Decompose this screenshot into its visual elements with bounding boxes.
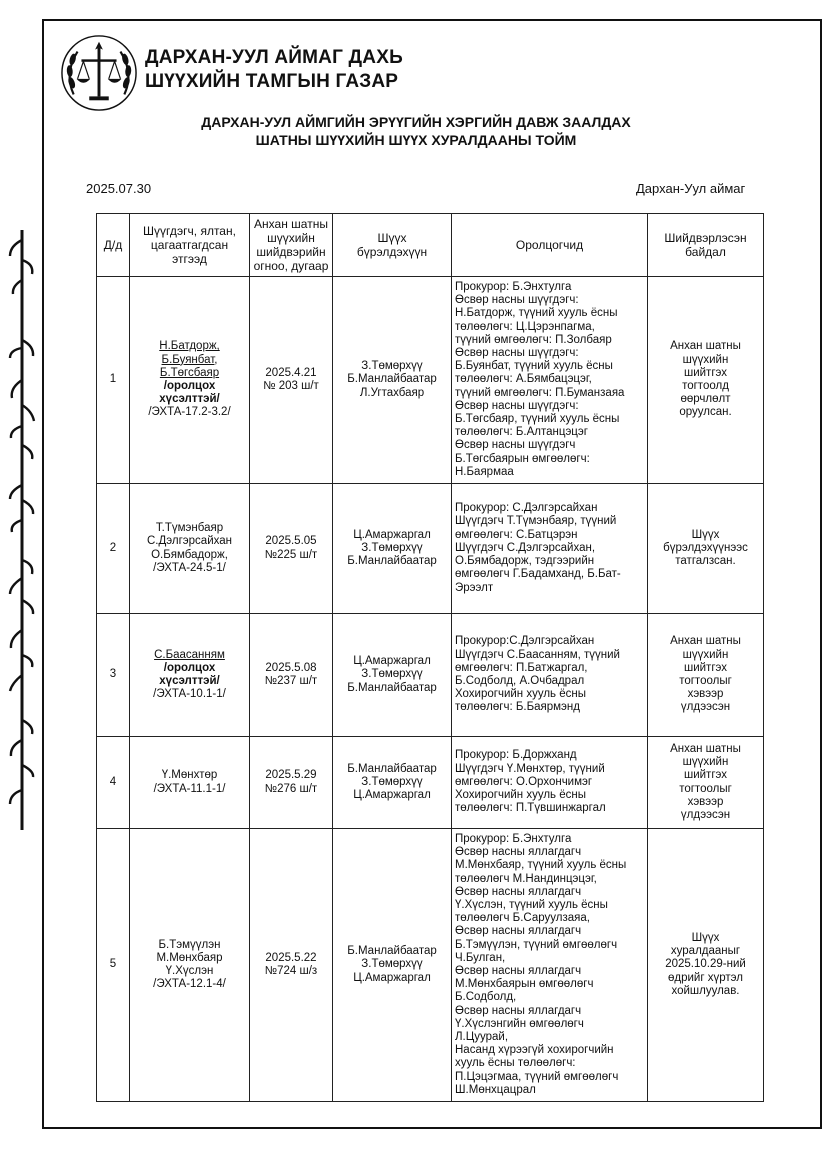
text-line: Өсвөр насны шүүгдэгч: — [455, 399, 579, 412]
panel-cell — [333, 277, 452, 484]
text-line: Өсвөр насны яллагдагч — [455, 1004, 582, 1017]
text-line: Б.Төгсбаярын өмгөөлөгч: — [455, 452, 590, 465]
text-line: 2025.10.29-ний — [665, 958, 746, 971]
text-line: Ү.Хүслэн, түүний хууль ёсны — [455, 898, 608, 911]
title-line-2: ШАТНЫ ШҮҮХИЙН ШҮҮХ ХУРАЛДААНЫ ТОЙМ — [255, 132, 577, 148]
text-line: Н.Батдорж, түүний хууль ёсны — [455, 307, 618, 320]
text-line: Л.Угтахбаяр — [359, 386, 425, 399]
decision-cell — [250, 614, 333, 737]
text-line: Ү.Хүслэнгийн өмгөөлөгч — [455, 1017, 584, 1030]
text-line: Шүүх — [377, 231, 407, 245]
text-line: байдал — [685, 245, 726, 259]
result-cell — [648, 484, 764, 614]
text-line: М.Мөнхбаяр — [156, 951, 223, 964]
text-line: төлөөлөгч: Ц.Цэрэнпагма, — [455, 320, 595, 333]
decision-cell — [250, 737, 333, 829]
participants-cell — [452, 484, 648, 614]
text-line: хуралдааныг — [670, 945, 741, 958]
row-number: 4 — [97, 737, 130, 829]
text-line: өдрийг хүртэл — [668, 971, 743, 984]
text-line: Анхан шатны — [254, 217, 328, 231]
text-line: З.Төмөрхүү — [361, 775, 423, 788]
text-line: Ц.Амаржаргал — [353, 528, 431, 541]
text-line: Б.Буянбат, — [161, 353, 218, 366]
text-line: хүсэлттэй/ — [159, 393, 220, 406]
document-place: Дархан-Уул аймаг — [636, 181, 746, 196]
text-line: Б.Тэмүүлэн, түүний өмгөөлөгч — [455, 938, 618, 951]
decision-cell — [250, 829, 333, 1102]
text-line: төлөөлөгч: Б.Баярмэнд — [455, 701, 580, 714]
panel-cell — [333, 484, 452, 614]
text-line: Б.Манлайбаатар — [347, 373, 437, 386]
text-line: 2025.5.08 — [265, 661, 317, 674]
text-line: С.Дэлгэрсайхан — [146, 535, 232, 548]
text-line: Л.Цуурай, — [455, 1031, 509, 1044]
participants-cell — [452, 829, 648, 1102]
text-line: 2025.4.21 — [265, 366, 317, 379]
text-line: /ЭХТА-12.1-4/ — [153, 978, 226, 991]
text-line: /ЭХТА-10.1-1/ — [153, 688, 226, 701]
text-line: О.Бямбадорж, — [151, 548, 228, 561]
participants-cell — [452, 277, 648, 484]
text-line: Хохирогчийн хууль ёсны — [455, 688, 587, 701]
text-line: Б.Манлайбаатар — [347, 762, 437, 775]
text-line: О.Бямбадорж, тэдгээрийн — [455, 555, 595, 568]
text-line: /ЭХТА-17.2-3.2/ — [148, 406, 231, 419]
text-line: Өсвөр насны яллагдагч — [455, 925, 582, 938]
document-title — [0, 113, 832, 149]
text-line: /оролцох — [163, 661, 216, 674]
text-line: Б.Манлайбаатар — [347, 945, 437, 958]
panel-cell — [333, 829, 452, 1102]
text-line: М.Мөнхбаярын өмгөөлөгч — [455, 978, 594, 991]
text-line: өөрчлөлт — [680, 393, 731, 406]
text-line: Насанд хүрээгүй хохирогчийн — [455, 1044, 614, 1057]
text-line: Б.Тэмүүлэн — [158, 938, 221, 951]
text-line: Ц.Амаржаргал — [353, 971, 431, 984]
text-line: Н.Баярмаа — [455, 465, 514, 478]
text-line: Эрээлт — [455, 581, 494, 594]
org-line-1: ДАРХАН-УУЛ АЙМАГ ДАХЬ — [145, 47, 403, 68]
text-line: төлөөлөгч Б.Саруулзаяа, — [455, 912, 590, 925]
text-line: Ш.Мөнхцацрал — [455, 1083, 536, 1096]
text-line: №237 ш/т — [264, 675, 318, 687]
title-line-1: ДАРХАН-УУЛ АЙМГИЙН ЭРҮҮГИЙН ХЭРГИЙН ДАВЖ ЗААЛДАХ — [201, 114, 631, 130]
defendant-cell — [130, 484, 250, 614]
text-line: Шүүгдэгч Ү.Мөнхтөр, түүний — [455, 762, 605, 775]
text-line: үлдээсэн — [680, 808, 731, 821]
text-line: Ү.Хүслэн — [165, 965, 214, 977]
text-line: шүүхийн — [267, 231, 315, 245]
text-line: Өсвөр насны яллагдагч — [455, 846, 582, 859]
organization-name — [145, 46, 403, 94]
text-line: хойшлуулав. — [671, 984, 740, 997]
row-number: 5 — [97, 829, 130, 1102]
text-line: З.Төмөрхүү — [361, 958, 423, 971]
defendant-cell — [130, 277, 250, 484]
decision-cell — [250, 277, 333, 484]
text-line: хүсэлттэй/ — [159, 675, 220, 687]
text-line: оруулсан. — [679, 406, 732, 419]
table-row — [97, 484, 764, 614]
text-line: Шүүх — [691, 528, 720, 541]
row-number: 3 — [97, 614, 130, 737]
text-line: Анхан шатны — [670, 635, 741, 648]
text-line: №225 ш/т — [264, 548, 318, 561]
result-cell — [648, 614, 764, 737]
text-line: тогтоолыг — [679, 675, 732, 687]
text-line: Шүүгдэгч С.Баасанням, түүний — [455, 648, 620, 661]
text-line: №724 ш/з — [264, 965, 318, 977]
text-line: Б.Буянбат, түүний хууль ёсны — [455, 360, 613, 373]
text-line: бүрэлдэхүүн — [356, 245, 428, 259]
text-line: татгалзсан. — [675, 555, 736, 568]
court-emblem-icon — [60, 34, 138, 112]
text-line: түүний өмгөөлөгч: П.Золбаяр — [455, 333, 612, 346]
table-row — [97, 614, 764, 737]
text-line: шүүхийн — [682, 648, 729, 661]
document-date: 2025.07.30 — [86, 181, 152, 196]
text-line: Өсвөр насны шүүгдэгч — [455, 439, 576, 452]
text-line: шүүхийн — [682, 756, 729, 769]
text-line: тогтоолд — [682, 380, 729, 392]
text-line: огноо, дугаар — [253, 259, 329, 273]
participants-cell — [452, 614, 648, 737]
text-line: З.Төмөрхүү — [361, 668, 423, 681]
text-line: тогтоолыг — [679, 782, 732, 795]
row-number: 2 — [97, 484, 130, 614]
text-line: төлөөлөгч: П.Түвшинжаргал — [455, 802, 606, 815]
header-num: Д/д — [97, 214, 130, 277]
text-line: №276 ш/т — [264, 782, 318, 795]
text-line: Шүүгдэгч Т.Түмэнбаяр, түүний — [455, 515, 617, 528]
text-line: Өсвөр насны яллагдагч — [455, 885, 582, 898]
text-line: Шийдвэрлэсэн — [664, 231, 747, 245]
text-line: бүрэлдэхүүнээс — [663, 541, 748, 554]
text-line: 2025.5.29 — [265, 769, 317, 782]
text-line: /ЭХТА-11.1-1/ — [153, 782, 226, 795]
text-line: Шүүгдэгч С.Дэлгэрсайхан, — [455, 541, 596, 554]
text-line: Анхан шатны — [670, 742, 741, 755]
text-line: 2025.5.22 — [265, 951, 317, 964]
text-line: өмгөөлөгч: П.Батжаргал, — [455, 661, 588, 674]
participants-cell — [452, 737, 648, 829]
text-line: Ү.Мөнхтөр — [161, 769, 218, 782]
text-line: Б.Төгсбаяр, түүний хууль ёсны — [455, 413, 620, 425]
org-line-2: ШҮҮХИЙН ТАМГЫН ГАЗАР — [145, 71, 399, 92]
text-line: № 203 ш/т — [263, 380, 319, 392]
text-line: Ц.Амаржаргал — [353, 655, 431, 668]
text-line: Т.Түмэнбаяр — [155, 522, 224, 535]
text-line: өмгөөлөгч: О.Орхончимэг — [455, 775, 593, 788]
text-line: шийтгэх — [683, 769, 728, 782]
text-line: /оролцох — [163, 380, 216, 392]
text-line: түүний өмгөөлөгч: П.Буманзаяа — [455, 386, 625, 399]
text-line: Прокурор:С.Дэлгэрсайхан — [455, 635, 595, 648]
text-line: З.Төмөрхүү — [361, 541, 423, 554]
hearing-table — [96, 213, 764, 1102]
defendant-cell — [130, 737, 250, 829]
defendant-cell — [130, 614, 250, 737]
text-line: Өсвөр насны яллагдагч — [455, 965, 582, 977]
table-row — [97, 829, 764, 1102]
text-line: Анхан шатны — [670, 340, 741, 353]
text-line: өмгөөлөгч: С.Батцэрэн — [455, 528, 578, 541]
text-line: М.Мөнхбаяр, түүний хууль ёсны — [455, 859, 627, 872]
text-line: Б.Содболд, — [455, 991, 517, 1004]
text-line: шийтгэх — [683, 366, 728, 379]
text-line: цагаатгагдсан — [150, 238, 229, 252]
text-line: шийтгэх — [683, 661, 728, 674]
text-line: Б.Манлайбаатар — [347, 681, 437, 694]
text-line: Прокурор: С.Дэлгэрсайхан — [455, 502, 598, 515]
table-row — [97, 737, 764, 829]
text-line: Шүүх — [691, 931, 720, 944]
text-line: З.Төмөрхүү — [361, 360, 423, 373]
text-line: Өсвөр насны шүүгдэгч: — [455, 294, 579, 307]
text-line: Прокурор: Б.Энхтулга — [455, 832, 572, 845]
text-line: Шүүгдэгч, ялтан, — [143, 224, 236, 238]
text-line: хэвээр — [687, 795, 724, 808]
text-line: төлөөлөгч М.Нандинцэцэг, — [455, 872, 597, 885]
text-line: үлдээсэн — [680, 701, 731, 714]
result-cell — [648, 277, 764, 484]
decision-cell — [250, 484, 333, 614]
text-line: Ц.Амаржаргал — [353, 789, 431, 802]
text-line: шүүхийн — [682, 353, 729, 366]
text-line: 2025.5.05 — [265, 535, 317, 548]
header-participants: Оролцогчид — [452, 214, 648, 277]
text-line: Өсвөр насны шүүгдэгч: — [455, 346, 579, 359]
header-result — [648, 214, 764, 277]
panel-cell — [333, 737, 452, 829]
text-line: Прокурор: Б.Энхтулга — [455, 280, 572, 293]
text-line: С.Баасанням — [154, 648, 225, 661]
text-line: Н.Батдорж, — [159, 340, 220, 353]
text-line: төлөөлөгч: Б.Алтанцэцэг — [455, 426, 588, 439]
text-line: /ЭХТА-24.5-1/ — [153, 561, 226, 574]
result-cell — [648, 737, 764, 829]
header-panel — [333, 214, 452, 277]
text-line: хэвээр — [687, 688, 724, 701]
text-line: Б.Манлайбаатар — [347, 555, 437, 568]
table-header-row — [97, 214, 764, 277]
text-line: Прокурор: Б.Доржханд — [455, 749, 577, 762]
text-line: Ч.Булган, — [455, 951, 506, 964]
text-line: өмгөөлөгч Г.Бадамханд, Б.Бат- — [455, 568, 621, 581]
result-cell — [648, 829, 764, 1102]
mongolian-script-column — [6, 230, 38, 830]
table-row — [97, 277, 764, 484]
header-decision — [250, 214, 333, 277]
text-line: хууль ёсны төлөөлөгч: — [455, 1057, 576, 1070]
text-line: төлөөлөгч: А.Бямбацэцэг, — [455, 373, 592, 386]
text-line: Б.Төгсбаяр — [159, 366, 220, 379]
defendant-cell — [130, 829, 250, 1102]
text-line: этгээд — [172, 252, 207, 266]
panel-cell — [333, 614, 452, 737]
text-line: шийдвэрийн — [256, 245, 326, 259]
text-line: Б.Содболд, А.Очбадрал — [455, 675, 585, 687]
header-defendant — [130, 214, 250, 277]
text-line: П.Цэцэгмаа, түүний өмгөөлөгч — [455, 1070, 619, 1083]
row-number: 1 — [97, 277, 130, 484]
text-line: Хохирогчийн хууль ёсны — [455, 789, 587, 802]
table-body — [97, 277, 764, 1102]
